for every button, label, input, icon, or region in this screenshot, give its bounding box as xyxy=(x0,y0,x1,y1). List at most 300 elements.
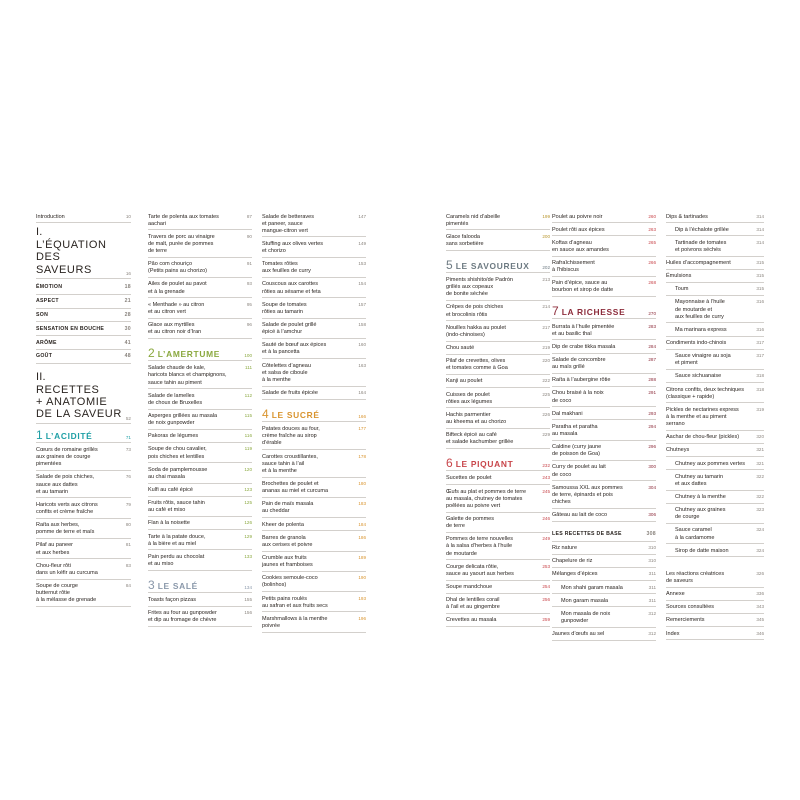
entry-title: Crevettes au masala xyxy=(446,617,497,624)
toc-entry[interactable] xyxy=(36,561,131,579)
entry-title: Pommes de terre nouvelles à la salsa d’herbes à l’huile de moutarde xyxy=(446,536,513,557)
entry-title: Annexe xyxy=(666,591,685,598)
entry-page: 304 xyxy=(648,484,656,490)
entry-page: 189 xyxy=(358,555,366,560)
entry-page: 314 xyxy=(756,239,764,245)
entry-title: Dips & tartinades xyxy=(666,213,708,220)
entry-page: 311 xyxy=(648,571,656,577)
entry-title: Frites au four au gunpowder et dip au fromage de chèvre xyxy=(148,610,217,624)
entry-page: 190 xyxy=(358,575,366,581)
toc-entry[interactable] xyxy=(36,582,131,607)
entry-title: Raïta à l’aubergine rôtie xyxy=(552,377,611,384)
entry-page: 220 xyxy=(542,358,550,364)
entry-title: Chutney aux graines de courge xyxy=(675,507,726,521)
toc-entry[interactable] xyxy=(148,609,252,627)
entry-page: 18 xyxy=(124,284,131,291)
entry-title: Kheer de polenta xyxy=(262,521,304,528)
entry-title: Pain de maïs masala au cheddar xyxy=(262,501,314,515)
entry-page: 30 xyxy=(124,325,131,332)
toc-entry[interactable] xyxy=(148,232,252,257)
toc-entry[interactable] xyxy=(262,520,366,531)
entry-title: Toum xyxy=(675,286,689,293)
toc-entry[interactable] xyxy=(148,212,252,230)
toc-entry[interactable] xyxy=(666,459,764,470)
entry-page: 149 xyxy=(358,240,366,246)
toc-entry[interactable] xyxy=(552,511,656,522)
entry-page: 180 xyxy=(358,481,366,487)
toc-entry[interactable] xyxy=(666,405,764,430)
toc-entry[interactable] xyxy=(36,521,131,539)
toc-entry[interactable] xyxy=(666,225,764,236)
toc-entry[interactable] xyxy=(666,259,764,270)
entry-page: 288 xyxy=(648,377,656,383)
entry-page: 199 xyxy=(542,213,550,219)
part-2-title: RECETTES + ANATOMIE DE LA SAVEUR xyxy=(36,383,122,421)
toc-entry[interactable] xyxy=(148,432,252,443)
toc-entry[interactable] xyxy=(148,499,252,517)
entry-title: Index xyxy=(666,630,680,637)
toc-entry[interactable] xyxy=(148,364,252,389)
toc-entry[interactable] xyxy=(262,239,366,257)
toc-entry[interactable] xyxy=(262,480,366,498)
section-page: 270 xyxy=(648,311,656,317)
entry-title: Salade de poulet grillé épicé à l’amchur xyxy=(262,322,317,336)
part-1-page: 16 xyxy=(125,270,131,276)
toc-entry[interactable] xyxy=(262,425,366,450)
entry-title: Salade de concombre au maïs grillé xyxy=(552,357,606,371)
entry-page: 79 xyxy=(125,501,131,507)
section-page: 308 xyxy=(646,531,656,538)
entry-page: 129 xyxy=(244,533,252,539)
entry-title: Raïta aux herbes, pomme de terre et maïs xyxy=(36,522,95,536)
toc-entry[interactable] xyxy=(552,596,656,607)
section-acidite[interactable] xyxy=(36,429,131,443)
toc-entry[interactable] xyxy=(666,433,764,444)
entry-page: 112 xyxy=(244,392,252,398)
entry-page: 263 xyxy=(648,226,656,232)
toc-entry[interactable] xyxy=(446,515,550,533)
entry-title: Bifteck épicé au café et salade kachumber grillée xyxy=(446,432,514,446)
toc-entry[interactable] xyxy=(262,594,366,612)
entry-page: 320 xyxy=(756,434,764,440)
back-matter-list xyxy=(666,569,764,640)
entry-title: Glace aux myrtilles et au citron noir d’Iran xyxy=(148,322,202,336)
toc-entry[interactable] xyxy=(262,554,366,572)
entry-page: 157 xyxy=(358,301,366,307)
toc-entry[interactable] xyxy=(148,596,252,607)
entry-title: Kanji au poulet xyxy=(446,378,483,385)
entry-page: 291 xyxy=(648,390,656,396)
entry-title: Pilaf au paneer et aux herbes xyxy=(36,542,73,556)
entry-title: Flan à la noisette xyxy=(148,520,190,527)
entry-title: Kulfi au café épicé xyxy=(148,487,193,494)
section-richesse[interactable] xyxy=(552,305,656,319)
toc-entry[interactable] xyxy=(552,238,656,256)
entry-title: Mélanges d’épices xyxy=(552,571,598,578)
toc-entry[interactable] xyxy=(552,557,656,568)
entry-page: 158 xyxy=(358,322,366,328)
toc-entry[interactable] xyxy=(666,385,764,403)
toc-entry[interactable] xyxy=(552,389,656,407)
toc-entry[interactable] xyxy=(666,472,764,490)
toc-entry[interactable] xyxy=(666,339,764,350)
entry-page: 345 xyxy=(756,617,764,623)
entry-page: 96 xyxy=(246,322,252,328)
toc-entry[interactable] xyxy=(552,356,656,374)
toc-entry[interactable] xyxy=(552,609,656,627)
entry-page: 222 xyxy=(542,378,550,384)
entry-title: Jaunes d’œufs au sel xyxy=(552,631,605,638)
entry-title: Dal makhani xyxy=(552,410,583,417)
entry-page: 160 xyxy=(358,342,366,348)
entry-page: 314 xyxy=(756,226,764,232)
toc-entry[interactable] xyxy=(666,616,764,627)
toc-entry[interactable] xyxy=(446,596,550,614)
toc-entry[interactable] xyxy=(148,532,252,550)
toc-entry[interactable] xyxy=(36,500,131,518)
toc-entry[interactable] xyxy=(262,280,366,298)
toc-entry[interactable] xyxy=(666,212,764,223)
entry-page: 300 xyxy=(648,464,656,470)
entry-title: Aachar de chou-fleur (pickles) xyxy=(666,434,740,441)
toc-entry[interactable] xyxy=(148,445,252,463)
entry-page: 316 xyxy=(756,299,764,305)
entry-title: Carottes croustillantes, sauce tahin à l’ail et à la menthe xyxy=(262,453,318,474)
toc-entry[interactable] xyxy=(666,569,764,587)
entry-page: 80 xyxy=(125,522,131,528)
toc-entry[interactable] xyxy=(666,298,764,323)
entry-title: Chou-fleur rôti dans un kéfir au curcuma xyxy=(36,562,98,576)
part-1-title: L’ÉQUATION DES SAVEURS xyxy=(36,239,107,276)
entry-page: 259 xyxy=(542,617,550,623)
entry-title: Paratha et paratha au masala xyxy=(552,423,598,438)
toc-entry[interactable] xyxy=(262,260,366,278)
toc-entry[interactable] xyxy=(666,238,764,256)
entry-title: Pickles de nectarines express à la menthe et au piment serrano xyxy=(666,406,739,428)
part-1-titlerow[interactable] xyxy=(36,239,131,279)
entry-title: Asperges grillées au masala de noix gunpowder xyxy=(148,413,218,427)
entry-page: 306 xyxy=(648,512,656,518)
toc-entry[interactable] xyxy=(262,212,366,237)
entry-page: 76 xyxy=(125,474,131,480)
entry-title: SON xyxy=(36,312,49,319)
entry-page: 245 xyxy=(542,488,550,494)
entry-title: Courge delicata rôtie, sauce au yaourt aux herbes xyxy=(446,563,514,577)
entry-title: Nouilles hakka au poulet (indo-chinoises) xyxy=(446,324,506,338)
entry-title: Pain perdu au chocolat et au miso xyxy=(148,553,205,567)
entry-page: 21 xyxy=(124,298,131,305)
toc-entry[interactable] xyxy=(148,552,252,570)
toc-entry[interactable] xyxy=(446,323,550,341)
entry-page: 310 xyxy=(648,545,656,551)
toc-entry[interactable] xyxy=(148,465,252,483)
entry-page: 91 xyxy=(246,261,252,267)
entry-title: Piments shishito/de Padrón grillés aux copeaux de bonite séchée xyxy=(446,277,513,298)
entry-title: GOÛT xyxy=(36,353,53,360)
toc-entry[interactable] xyxy=(552,483,656,508)
section-sale[interactable] xyxy=(148,579,252,593)
toc-entry[interactable] xyxy=(36,338,131,350)
toc-entry[interactable] xyxy=(36,446,131,471)
entry-title: Chapelure de riz xyxy=(552,558,593,565)
part-1-roman: I. xyxy=(36,226,43,239)
part-1-heading xyxy=(36,227,131,279)
toc-entry[interactable] xyxy=(666,352,764,370)
entry-title: Sauce caramel à la cardamome xyxy=(675,527,715,541)
entry-title: Pão com chouriço (Petits pains au chorizo) xyxy=(148,261,207,275)
entry-page: 346 xyxy=(756,630,764,636)
toc-column-4 xyxy=(446,212,550,629)
toc-entry[interactable] xyxy=(36,283,131,295)
toc-entry[interactable] xyxy=(446,535,550,560)
entry-title: Sources consultées xyxy=(666,604,714,611)
entry-page: 225 xyxy=(542,391,550,397)
entry-page: 226 xyxy=(542,411,550,417)
entry-title: Soupe de tomates rôties au tamarin xyxy=(262,301,307,315)
toc-entry[interactable] xyxy=(552,259,656,277)
toc-entry[interactable] xyxy=(552,544,656,555)
section-recettes-de-base[interactable] xyxy=(552,530,656,542)
entry-page: 322 xyxy=(756,494,764,500)
toc-entry[interactable] xyxy=(262,389,366,400)
toc-entry[interactable] xyxy=(666,629,764,640)
toc-entry-introduction[interactable] xyxy=(36,212,131,223)
toc-entry[interactable] xyxy=(666,272,764,283)
entry-title: Crêpes de pois chiches et brocolinis rôtis xyxy=(446,304,504,318)
section-number: 5 xyxy=(446,257,453,272)
toc-entry[interactable] xyxy=(446,410,550,428)
toc-entry[interactable] xyxy=(666,493,764,504)
toc-entry[interactable] xyxy=(446,487,550,512)
toc-entry[interactable] xyxy=(552,463,656,481)
toc-entry[interactable] xyxy=(446,357,550,375)
entry-title: Huiles d’accompagnement xyxy=(666,260,731,267)
toc-entry[interactable] xyxy=(446,232,550,250)
section-title: L’ACIDITÉ xyxy=(45,430,93,441)
toc-entry[interactable] xyxy=(148,391,252,409)
entry-page: 93 xyxy=(246,281,252,287)
toc-entry[interactable] xyxy=(148,321,252,339)
entry-title: Brochettes de poulet et ananas au miel et curcuma xyxy=(262,481,329,495)
entry-title: Travers de porc au vinaigre de malt, purée de pommes de terre xyxy=(148,233,215,255)
entry-title: Marshmallows à la menthe poivrée xyxy=(262,615,328,629)
entry-page: 254 xyxy=(542,584,550,589)
entry-page: 324 xyxy=(756,547,764,553)
toc-entry[interactable] xyxy=(666,372,764,383)
toc-entry[interactable] xyxy=(446,431,550,449)
entry-page: 296 xyxy=(648,444,656,450)
toc-entry[interactable] xyxy=(666,285,764,296)
entry-title: Dip à l’échalote grillée xyxy=(675,226,729,233)
toc-entry[interactable] xyxy=(36,473,131,498)
entry-title: SENSATION EN BOUCHE xyxy=(36,325,105,332)
section-savoureux[interactable] xyxy=(446,259,550,273)
entry-title: Ma marinara express xyxy=(675,326,727,333)
toc-entry[interactable] xyxy=(666,446,764,457)
entry-title: Dhal de lentilles corail à l’ail et au gingembre xyxy=(446,597,500,611)
entry-title: Chutney aux pommes vertes xyxy=(675,460,746,467)
toc-entry[interactable] xyxy=(148,412,252,430)
toc-entry[interactable] xyxy=(552,583,656,594)
section-page: 202 xyxy=(542,264,550,270)
entry-page: 265 xyxy=(648,239,656,245)
entry-title: Couscous aux carottes rôties au sésame et feta xyxy=(262,281,321,295)
toc-entry[interactable] xyxy=(262,574,366,592)
toc-entry[interactable] xyxy=(666,526,764,544)
entry-title: Caldine (curry jaune de poisson de Goa) xyxy=(552,444,602,458)
part-2-titlerow[interactable] xyxy=(36,384,131,424)
toc-entry[interactable] xyxy=(446,276,550,301)
toc-entry[interactable] xyxy=(446,377,550,388)
entry-title: Mon masala de noix gunpowder xyxy=(561,610,611,624)
toc-entry[interactable] xyxy=(148,300,252,318)
toc-entry[interactable] xyxy=(36,352,131,364)
entry-title: Crumble aux fruits jaunes et framboises xyxy=(262,555,313,569)
toc-entry[interactable] xyxy=(446,390,550,408)
section-sucre[interactable] xyxy=(262,408,366,422)
section-piquant[interactable] xyxy=(446,457,550,471)
entry-page: 310 xyxy=(648,558,656,564)
entry-page: 253 xyxy=(542,563,550,569)
entry-page: 48 xyxy=(124,353,131,360)
entry-page: 178 xyxy=(358,453,366,459)
toc-entry[interactable] xyxy=(666,546,764,557)
toc-entry[interactable] xyxy=(666,325,764,336)
entry-page: 154 xyxy=(358,281,366,287)
entry-page: 287 xyxy=(648,357,656,363)
amertume-list xyxy=(148,364,252,571)
entry-page: 153 xyxy=(358,261,366,267)
entry-title: Pakoras de légumes xyxy=(148,433,199,440)
toc-entry[interactable] xyxy=(552,322,656,340)
toc-entry[interactable] xyxy=(262,321,366,339)
entry-page: 314 xyxy=(756,213,764,219)
entry-page: 184 xyxy=(358,521,366,527)
entry-page: 312 xyxy=(648,631,656,637)
toc-entry[interactable] xyxy=(262,500,366,518)
section-number: 1 xyxy=(36,427,43,442)
entry-page: 315 xyxy=(756,260,764,266)
entry-page: 317 xyxy=(756,340,764,346)
entry-title: ASPECT xyxy=(36,298,59,305)
toc-entry[interactable] xyxy=(446,583,550,594)
entry-page: 318 xyxy=(756,373,764,379)
entry-page: 260 xyxy=(648,213,656,219)
savoureux-list xyxy=(446,276,550,449)
toc-entry[interactable] xyxy=(148,280,252,298)
entry-page: 28 xyxy=(124,312,131,319)
section-title: LA RICHESSE xyxy=(561,307,626,318)
toc-entry[interactable] xyxy=(446,562,550,580)
toc-entry[interactable] xyxy=(148,519,252,530)
entry-title: « Menthade » au citron et au citron vert xyxy=(148,301,205,315)
entry-title: Condiments indo-chinois xyxy=(666,340,727,347)
entry-title: Curry de poulet au lait de coco xyxy=(552,464,606,478)
entry-title: Pilaf de crevettes, olives et tomates comme à Goa xyxy=(446,358,508,372)
toc-entry[interactable] xyxy=(666,603,764,614)
toc-entry[interactable] xyxy=(552,443,656,461)
entry-page: 312 xyxy=(648,610,656,616)
toc-entry[interactable] xyxy=(446,303,550,321)
toc-entry[interactable] xyxy=(262,341,366,359)
part-2-page: 52 xyxy=(125,415,131,421)
toc-entry[interactable] xyxy=(36,324,131,336)
entry-title: Tartinade de tomates et poivrons séchés xyxy=(675,239,727,253)
section-number: 3 xyxy=(148,577,155,592)
toc-entry[interactable] xyxy=(262,300,366,318)
toc-entry[interactable] xyxy=(552,342,656,353)
toc-entry[interactable] xyxy=(262,614,366,632)
entry-title: Salade de betteraves et paneer, sauce mangue-citron vert xyxy=(262,213,314,234)
entry-title: Citrons confits, deux techniques (classique + rapide) xyxy=(666,386,744,400)
toc-entry[interactable] xyxy=(446,212,550,230)
entry-page: 183 xyxy=(358,501,366,507)
base-continued-list xyxy=(666,212,764,557)
entry-title: Rafraîchissement à l’hibiscus xyxy=(552,260,595,274)
entry-page: 249 xyxy=(542,536,550,542)
entry-page: 243 xyxy=(542,475,550,481)
entry-title: Hachis parmentier au kheema et au chorizo xyxy=(446,411,507,426)
entry-title: Chutney à la menthe xyxy=(675,494,726,501)
entry-title: Tarte à la patate douce, à la bière et au miel xyxy=(148,533,206,547)
toc-entry[interactable] xyxy=(666,506,764,524)
entry-page: 164 xyxy=(358,390,366,396)
entry-title: Sirop de datte maison xyxy=(675,547,729,554)
entry-page: 186 xyxy=(358,534,366,540)
richesse-list xyxy=(552,322,656,522)
toc-entry[interactable] xyxy=(36,541,131,559)
toc-entry[interactable] xyxy=(446,474,550,485)
entry-title: Gâteau au lait de coco xyxy=(552,512,608,519)
toc-entry[interactable] xyxy=(552,376,656,387)
toc-entry[interactable] xyxy=(552,212,656,223)
entry-title: Haricots verts aux citrons confits et crème fraîche xyxy=(36,501,98,516)
entry-page: 156 xyxy=(244,610,252,616)
toc-entry[interactable] xyxy=(666,590,764,601)
entry-title: Petits pains roulés au safran et aux fruits secs xyxy=(262,595,328,609)
entry-title: Tarte de polenta aux tomates aachari xyxy=(148,213,219,227)
entry-page: 319 xyxy=(756,406,764,412)
toc-entry[interactable] xyxy=(552,279,656,297)
entry-page: 321 xyxy=(756,447,764,453)
toc-entry[interactable] xyxy=(446,616,550,627)
toc-entry[interactable] xyxy=(552,409,656,420)
section-amertume[interactable] xyxy=(148,347,252,361)
toc-entry[interactable] xyxy=(36,297,131,309)
entry-title: Barres de granola aux cerises et poivre xyxy=(262,534,313,548)
section-title: LES RECETTES DE BASE xyxy=(552,531,622,538)
toc-entry[interactable] xyxy=(552,570,656,581)
toc-entry[interactable] xyxy=(552,225,656,236)
toc-entry[interactable] xyxy=(552,630,656,641)
toc-entry[interactable] xyxy=(262,452,366,477)
toc-entry[interactable] xyxy=(552,422,656,440)
entry-page: 120 xyxy=(244,466,252,472)
entry-page: 214 xyxy=(542,304,550,310)
toc-entry[interactable] xyxy=(262,361,366,386)
toc-entry[interactable] xyxy=(36,311,131,323)
entry-title: Sauce sichuanaise xyxy=(675,373,722,380)
toc-entry[interactable] xyxy=(148,260,252,278)
entry-title: Stuffing aux olives vertes et chorizo xyxy=(262,240,324,255)
toc-entry[interactable] xyxy=(262,533,366,551)
toc-entry[interactable] xyxy=(446,344,550,355)
entry-page: 318 xyxy=(756,386,764,392)
part-2-heading xyxy=(36,372,131,424)
toc-entry[interactable] xyxy=(148,486,252,497)
entry-page: 133 xyxy=(244,553,252,559)
entry-title: Samoussa XXL aux pommes de terre, épinards et pois chiches xyxy=(552,484,623,506)
